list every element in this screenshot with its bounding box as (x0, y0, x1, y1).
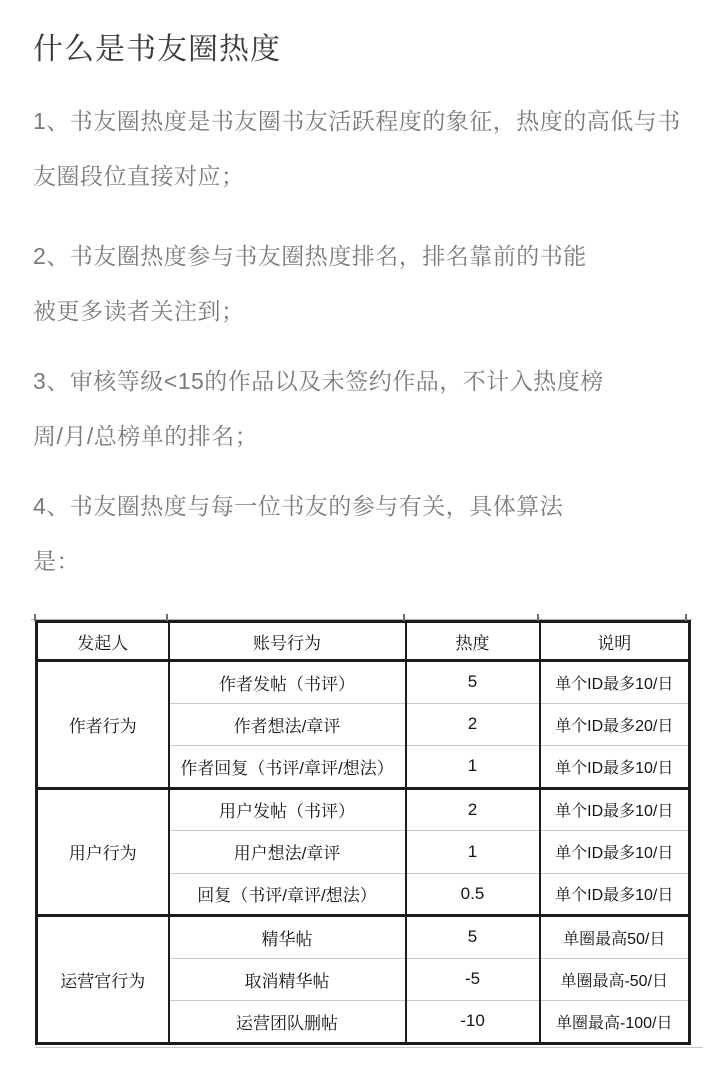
heat-rules-table (35, 620, 691, 1045)
grid-hairline (31, 619, 692, 620)
page-title: 什么是书友圈热度 (33, 33, 281, 66)
paragraph-line: 1、书友圈热度是书友圈书友活跃程度的象征，热度的高低与书 (33, 108, 681, 134)
heat-cell: 1 (406, 746, 540, 789)
action-cell: 作者想法/章评 (169, 703, 406, 746)
paragraph-line: 2、书友圈热度参与书友圈热度排名，排名靠前的书能 (33, 243, 587, 269)
heat-cell: 1 (406, 831, 540, 874)
paragraph-3 (33, 354, 604, 464)
initiator-cell: 作者行为 (37, 661, 169, 789)
table-header-row (37, 622, 690, 661)
note-cell: 单个ID最多10/日 (540, 873, 690, 916)
header-cell-note: 说明 (540, 622, 690, 661)
heat-cell: 0.5 (406, 873, 540, 916)
action-cell: 精华帖 (169, 916, 406, 959)
grid-tick (166, 614, 168, 621)
note-cell: 单个ID最多10/日 (540, 746, 690, 789)
header-cell-initiator: 发起人 (37, 622, 169, 661)
initiator-cell: 运营官行为 (37, 916, 169, 1044)
grid-tick (403, 614, 405, 621)
heat-cell: 5 (406, 916, 540, 959)
grid-hairline (35, 1047, 703, 1048)
paragraph-2 (33, 229, 587, 339)
table-row (37, 916, 690, 959)
action-cell: 作者回复（书评/章评/想法） (169, 746, 406, 789)
grid-tick (685, 614, 687, 621)
paragraph-line: 3、审核等级<15的作品以及未签约作品，不计入热度榜 (33, 368, 604, 394)
action-cell: 用户发帖（书评） (169, 788, 406, 831)
heat-cell: 5 (406, 661, 540, 704)
note-cell: 单圈最高-100/日 (540, 1001, 690, 1044)
heat-cell: 2 (406, 703, 540, 746)
paragraph-1 (33, 94, 681, 204)
note-cell: 单个ID最多10/日 (540, 661, 690, 704)
action-cell: 用户想法/章评 (169, 831, 406, 874)
paragraph-line: 是： (33, 548, 80, 574)
action-cell: 回复（书评/章评/想法） (169, 873, 406, 916)
note-cell: 单个ID最多10/日 (540, 831, 690, 874)
paragraph-line: 周/月/总榜单的排名； (33, 423, 259, 449)
note-cell: 单个ID最多10/日 (540, 788, 690, 831)
action-cell: 取消精华帖 (169, 958, 406, 1001)
note-cell: 单圈最高50/日 (540, 916, 690, 959)
paragraph-line: 友圈段位直接对应； (33, 163, 245, 189)
heat-cell: -5 (406, 958, 540, 1001)
paragraph-line: 4、书友圈热度与每一位书友的参与有关，具体算法 (33, 493, 564, 519)
header-cell-heat: 热度 (406, 622, 540, 661)
table-row (37, 788, 690, 831)
initiator-cell: 用户行为 (37, 788, 169, 916)
action-cell: 运营团队删帖 (169, 1001, 406, 1044)
action-cell: 作者发帖（书评） (169, 661, 406, 704)
paragraph-line: 被更多读者关注到； (33, 298, 245, 324)
heat-cell: 2 (406, 788, 540, 831)
grid-tick (34, 614, 36, 621)
heat-cell: -10 (406, 1001, 540, 1044)
heat-rules-table-wrap (35, 620, 688, 1045)
note-cell: 单圈最高-50/日 (540, 958, 690, 1001)
table-row (37, 661, 690, 704)
paragraph-4 (33, 479, 563, 589)
header-cell-action: 账号行为 (169, 622, 406, 661)
note-cell: 单个ID最多20/日 (540, 703, 690, 746)
grid-tick (537, 614, 539, 621)
